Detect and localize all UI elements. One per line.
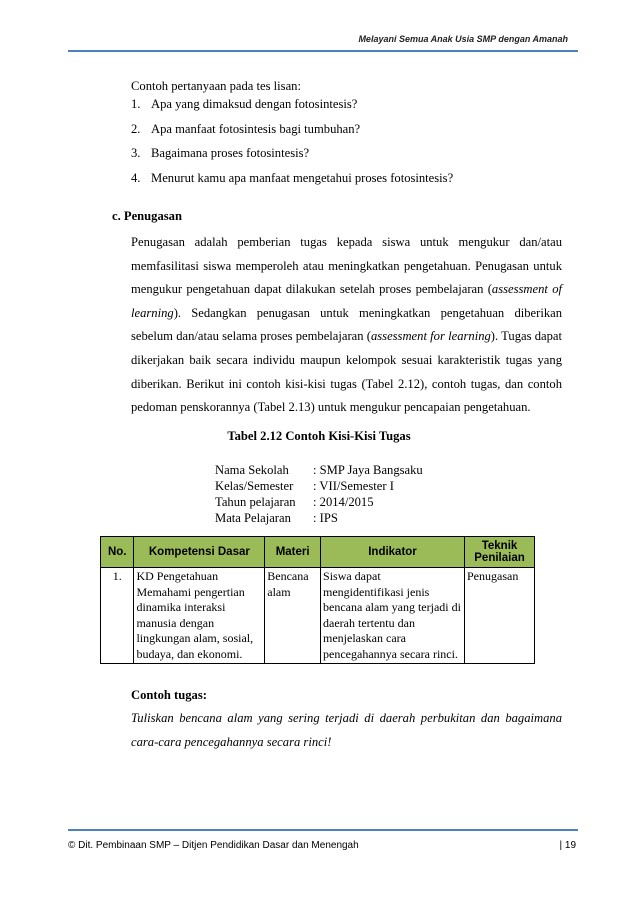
cell-indikator: Siswa dapat mengidentifikasi jenis bencana alam yang terjadi di daerah tertentu dan menjelaskan cara pencegahannya secara rinci. xyxy=(321,568,465,664)
meta-row xyxy=(215,478,423,494)
cell-kompetensi: KD Pengetahuan Memahami pengertian dinamika interaksi manusia dengan lingkungan alam, sosial, budaya, dan ekonomi. xyxy=(134,568,265,664)
paragraph-italic: assessment of learning xyxy=(131,282,562,320)
cell-no: 1. xyxy=(101,568,134,664)
running-header: Melayani Semua Anak Usia SMP dengan Amanah xyxy=(358,34,568,44)
meta-value: : 2014/2015 xyxy=(313,495,374,509)
paragraph-italic: assessment for learning xyxy=(370,329,491,344)
col-header-materi: Materi xyxy=(265,537,321,568)
list-number: 3. xyxy=(131,146,141,160)
table-header-row xyxy=(101,537,535,568)
footer-rule xyxy=(68,829,578,831)
meta-value: : SMP Jaya Bangsaku xyxy=(313,463,423,477)
footer-text: © Dit. Pembinaan SMP – Ditjen Pendidikan Dasar dan Menengah xyxy=(68,840,359,851)
meta-key: Kelas/Semester xyxy=(215,479,294,493)
paragraph-text: Penugasan adalah pemberian tugas kepada siswa untuk mengukur dan/atau memfasilitasi siswa memperoleh atau meningkatkan pengetahuan. Penugasan untuk mengukur pengetahuan dapat dilakukan setelah proses pembelajaran ( xyxy=(131,235,562,297)
list-item xyxy=(131,122,453,147)
list-number: 1. xyxy=(131,97,141,111)
list-number: 2. xyxy=(131,121,141,136)
page-number: | 19 xyxy=(559,840,576,851)
list-text: Apa yang dimaksud dengan fotosintesis? xyxy=(151,97,358,111)
table-caption: Tabel 2.12 Contoh Kisi-Kisi Tugas xyxy=(227,429,411,443)
meta-value: : VII/Semester I xyxy=(313,479,394,493)
header-rule xyxy=(68,50,578,52)
section-heading: c. Penugasan xyxy=(112,209,182,223)
meta-row xyxy=(215,494,423,510)
paragraph-text: ). Sedangkan penugasan untuk meningkatkan pengetahuan diberikan sebelum dan/atau selama proses pembelajaran ( xyxy=(131,305,562,344)
list-text: Bagaimana proses fotosintesis? xyxy=(151,146,310,160)
list-text: Apa manfaat fotosintesis bagi tumbuhan? xyxy=(151,121,361,136)
meta-row xyxy=(215,462,423,478)
col-header-no: No. xyxy=(101,537,134,568)
example-body: Tuliskan bencana alam yang sering terjadi di daerah perbukitan dan bagaimana cara-cara pencegahannya secara rinci! xyxy=(131,711,562,749)
list-item xyxy=(131,171,453,196)
col-header-kompetensi: Kompetensi Dasar xyxy=(134,537,265,568)
example-heading: Contoh tugas: xyxy=(131,688,207,702)
section-paragraph xyxy=(131,231,562,420)
cell-teknik: Penugasan xyxy=(465,568,535,664)
table-row xyxy=(101,568,535,664)
kisi-kisi-table xyxy=(100,536,535,664)
col-header-teknik: Teknik Penilaian xyxy=(465,537,535,568)
list-text: Menurut kamu apa manfaat mengetahui proses fotosintesis? xyxy=(151,170,454,185)
col-header-indikator: Indikator xyxy=(321,537,465,568)
intro-text: Contoh pertanyaan pada tes lisan: xyxy=(131,79,301,93)
table-meta xyxy=(215,462,423,526)
meta-key: Mata Pelajaran xyxy=(215,511,291,525)
paragraph-text: ). Tugas dapat dikerjakan baik secara individu maupun kelompok sesuai karakteristik tugas yang diberikan. Berikut ini contoh kisi-kisi tugas (Tabel 2.12), contoh tugas, dan contoh pedoman penskorannya (Tabel 2.13) untuk mengukur pencapaian pengetahuan. xyxy=(131,329,562,415)
meta-key: Nama Sekolah xyxy=(215,463,289,477)
question-list xyxy=(131,97,453,195)
list-item xyxy=(131,97,453,122)
meta-row xyxy=(215,510,423,526)
cell-materi: Bencana alam xyxy=(265,568,321,664)
list-item xyxy=(131,146,453,171)
meta-key: Tahun pelajaran xyxy=(215,495,296,509)
list-number: 4. xyxy=(131,170,141,185)
meta-value: : IPS xyxy=(313,511,338,525)
